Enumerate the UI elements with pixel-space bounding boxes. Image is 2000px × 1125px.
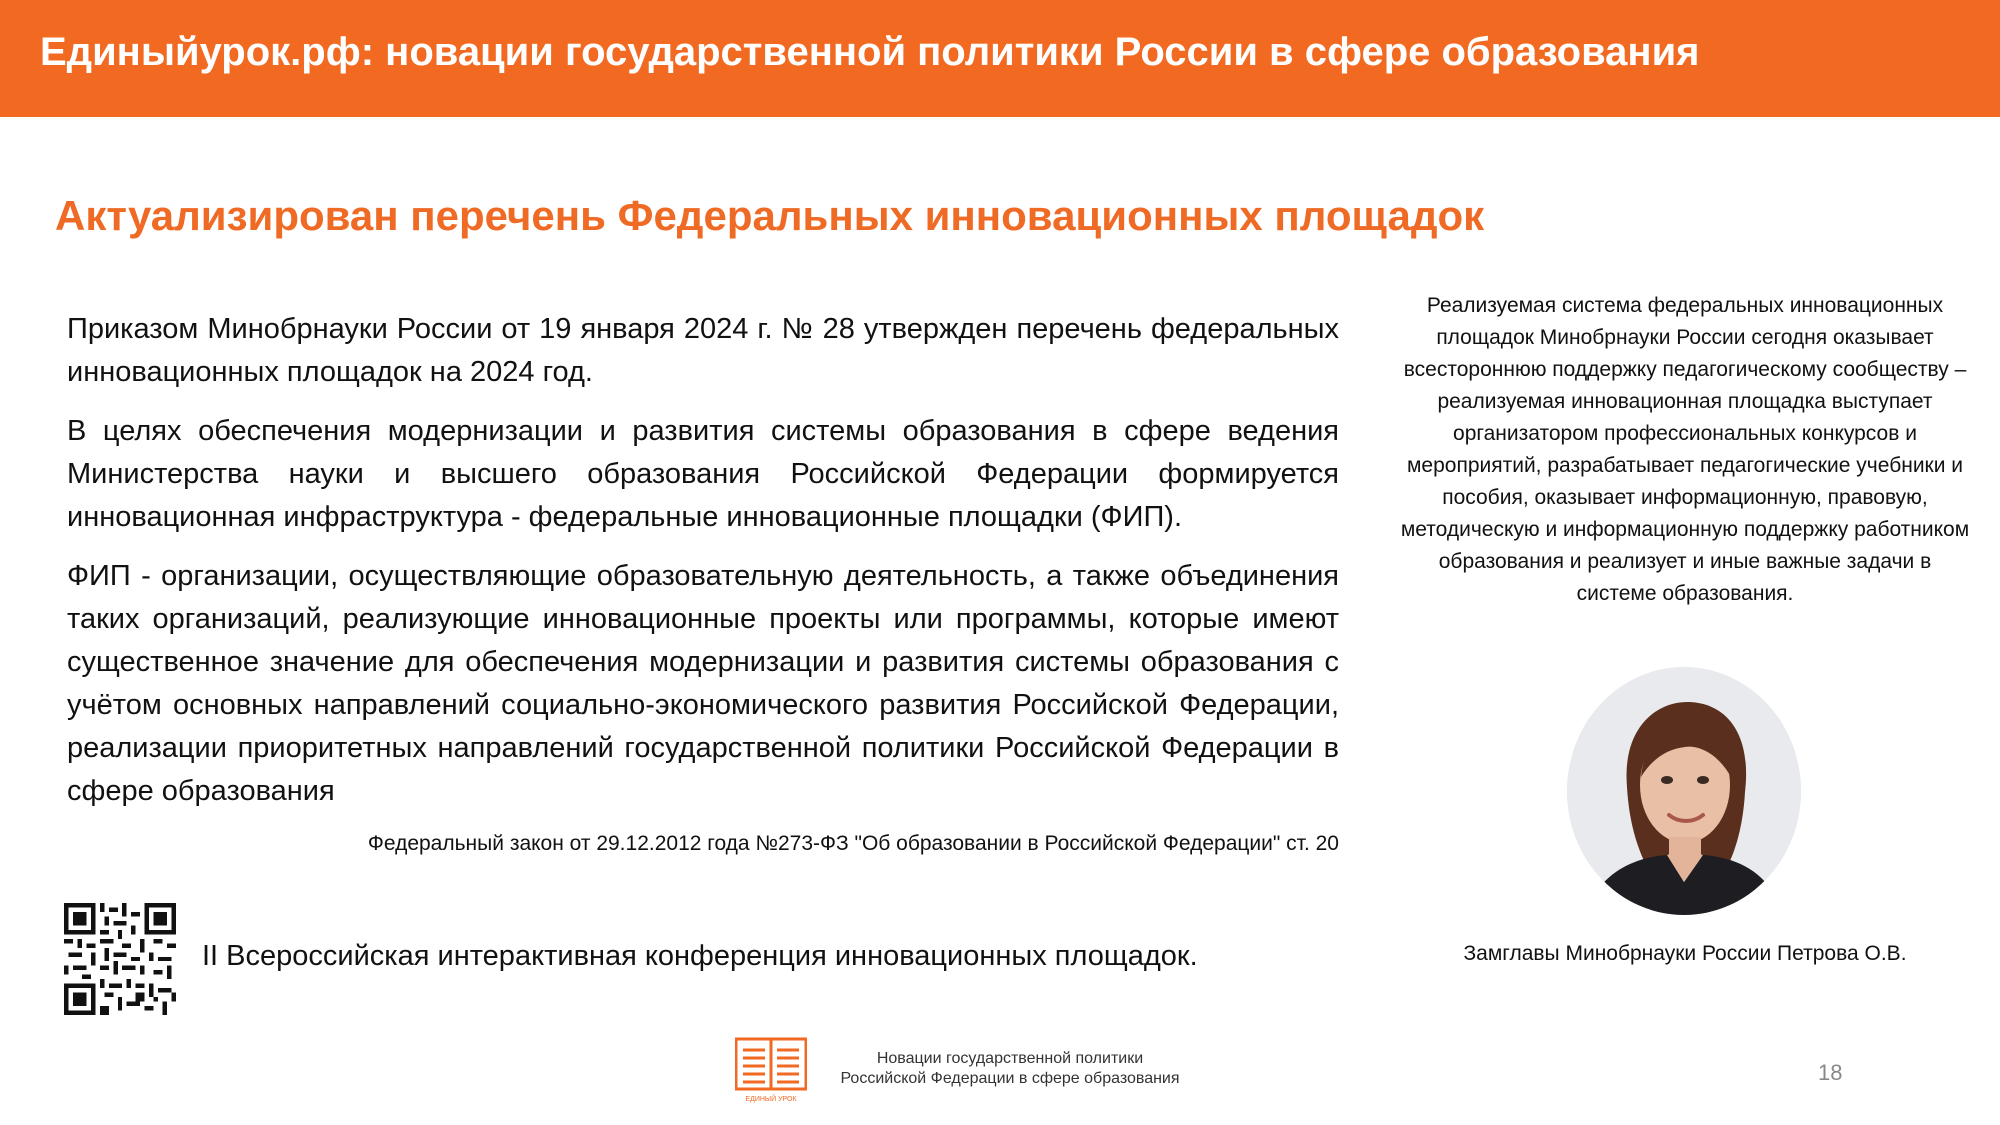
footer-line-1: Новации государственной политики (876, 1050, 1144, 1067)
photo-caption: Замглавы Минобрнауки России Петрова О.В. (1463, 942, 1907, 965)
paragraph-fip-definition: ФИП - организации, осуществляющие образовательную деятельность, а также объединения таких организаций, реализующие инновационные проекты или программы, которые имеют существенное значение для обеспечения модернизации и развития системы образования с учётом основных направлений социально-экономического развития Российской Федерации, реализации приоритетных направлений государственной политики Российской Федерации в сфере образования (67, 560, 1339, 807)
conference-link-text[interactable]: II Всероссийская интерактивная конференция инновационных площадок. (202, 940, 1198, 972)
footer-caption (820, 1049, 1200, 1089)
slide-subtitle: Актуализирован перечень Федеральных инновационных площадок (55, 192, 1485, 239)
portrait-photo (1567, 667, 1801, 915)
header-bar (0, 0, 2000, 117)
qr-code-icon[interactable] (64, 903, 176, 1015)
paragraph-order: Приказом Минобрнауки России от 19 января 2024 г. № 28 утвержден перечень федеральных инновационных площадок на 2024 год. (67, 313, 1339, 388)
header-title: Единыйурок.рф: новации государственной политики России в сфере образования (40, 30, 1700, 74)
footer-line-2: Российской Федерации в сфере образования (840, 1070, 1180, 1087)
sidebar-quote: Реализуемая система федеральных инновационных площадок Минобрнауки России сегодня оказывает всестороннюю поддержку педагогическому сообществу – реализуемая инновационная площадка выступает организатором профессиональных конкурсов и мероприятий, разрабатывает педагогические учебники и пособия, оказывает информационную, правовую, методическую и информационную поддержку работником образования и реализует и иные важные задачи в системе образования. (1400, 294, 1970, 605)
portrait-icon (1567, 667, 1801, 915)
book-logo-icon (735, 1037, 807, 1103)
page-number: 18 (1818, 1060, 1843, 1085)
paragraph-infrastructure: В целях обеспечения модернизации и развития системы образования в сфере ведения Министерства науки и высшего образования Российской Федерации формируется инновационная инфраструктура - федеральные инновационные площадки (ФИП). (67, 415, 1339, 533)
main-text-block (67, 308, 1339, 829)
law-reference: Федеральный закон от 29.12.2012 года №273-ФЗ "Об образовании в Российской Федерации" ст. 20 (367, 832, 1339, 855)
logo-text: ЕДИНЫЙ УРОК (745, 1096, 797, 1103)
